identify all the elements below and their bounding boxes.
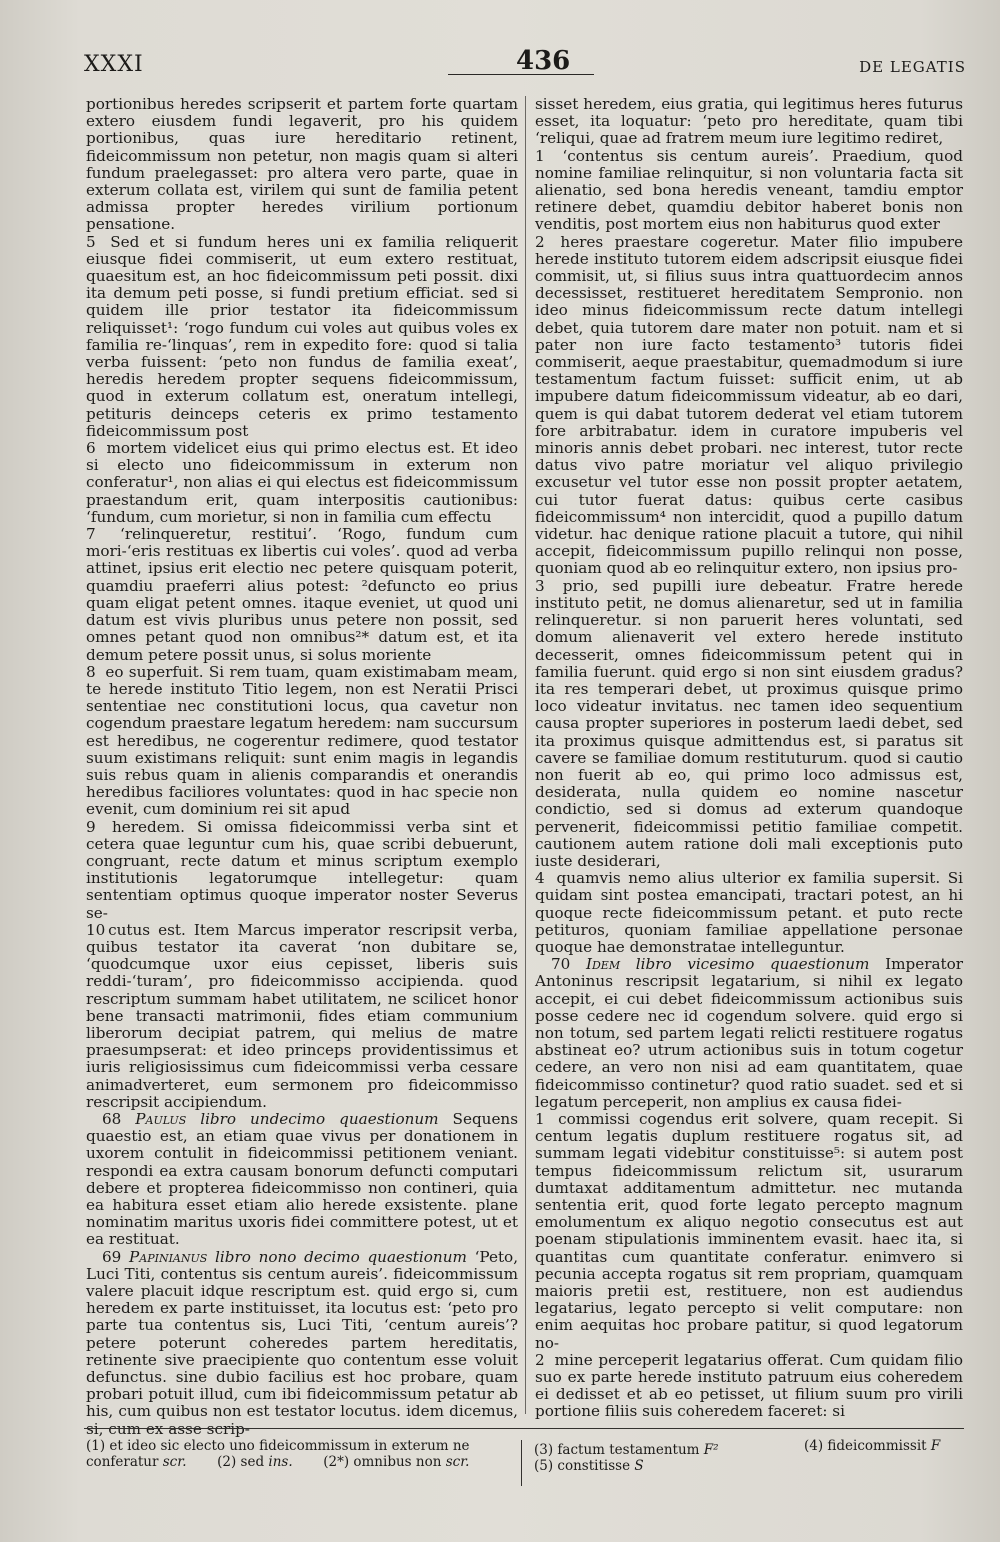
footnote-2b: (2*) omnibus non bbox=[323, 1454, 442, 1470]
source-reference: libro nono decimo quaestionum bbox=[215, 1247, 467, 1266]
section-number: 2 bbox=[535, 232, 545, 251]
paragraph-text: heredem. Si omissa fideicommissi verba sint et cetera quae leguntur cum his, quae scribi debuerunt, congruant, recte datum et minus scriptum exemplo institutionis legatorumque intellegetur: quam sententiam optimus quoque imperator noster Severus se- bbox=[86, 817, 519, 922]
paragraph-text: sisset heredem, eius gratia, qui legitimus heres futurus esset, ita loquatur: ‘peto pro hereditate, quam tibi ‘reliqui, quae ad fratrem meum iure legitimo rediret, bbox=[535, 95, 963, 148]
section-number: 4 bbox=[535, 869, 545, 888]
paragraph-text: commissi cogendus erit solvere, quam recepit. Si centum legatis duplum restituere rogatus sit, ad summam legati videbitur constituisse⁵: si autem post tempus fideicommissum relictum sit, usurarum dumtaxat additamentum admittetur. nec mutanda sententia erit, quod forte legato percepto magnum emolumentum ex aliquo negotio consecutus est aut poenam stipulationis imminentem evasit. haec ita, si quantitas cum quantitate conferatur. enimvero si pecunia accepta rogatus sit rem propriam, quamquam maioris pretii est, restituere, non est audiendus legatarius, legato percepto si velit computare: non enim aequitas hoc probare patitur, si quod legatorum no- bbox=[535, 1109, 964, 1352]
section-number: 5 bbox=[86, 232, 96, 251]
footnote-4: (4) fideicommissit F bbox=[804, 1438, 941, 1454]
jurist-name: Idem bbox=[585, 955, 621, 974]
text-paragraph bbox=[535, 1352, 963, 1421]
header-rule bbox=[448, 74, 594, 75]
text-paragraph bbox=[86, 526, 518, 664]
jurist-name: Papinianus bbox=[129, 1247, 208, 1266]
paragraph-text: portionibus heredes scripserit et partem forte quartam extero eiusdem fundi legaverit, pro his quidem portionibus, quas iure hereditario retinent, fideicommissum non petetur, non magis quam si alteri fundum praelegasset: pro altera vero parte, quae in exterum collata est, virilem qui sunt de familia petent admissa propter heredes virilium portionum pensatione. bbox=[86, 95, 518, 234]
text-paragraph bbox=[86, 96, 518, 234]
text-paragraph bbox=[535, 96, 963, 148]
paragraph-text: mine perceperit legatarius offerat. Cum quidam filio suo ex parte herede instituto patruum eius coheredem ei dedisset et ab eo petisset, ut filium suum pro virili portione filiis suis coheredem faceret: si bbox=[535, 1350, 964, 1421]
footnote-rule bbox=[84, 1428, 964, 1429]
text-paragraph bbox=[86, 922, 518, 1111]
paragraph-text: ‘Peto, Luci Titi, contentus sis centum aureis’. fideicommissum valere placuit idque rescriptum est. quid ergo si, cum heredem ex parte instituisset, ita locutus est: ‘peto pro parte tua contentus sis, Luci Titi, ‘centum aureis’? petere poterunt coheredes partem hereditatis, retinente sive praecipiente quo contentum esse voluit defunctus. sine dubio facilius est hoc probare, quam probari potuit illud, cum ibi fideicommissum petatur ab his, cum quibus non est testator locutus. idem dicemus, si, cum ex asse scrip- bbox=[86, 1247, 519, 1438]
paragraph-text: quamvis nemo alius ulterior ex familia supersit. Si quidam sint postea emancipati, tractari potest, an hi quoque recte fideicommissum petant. et puto recte petituros, quoniam familiae appellatione personae quoque hae demonstratae intelleguntur. bbox=[535, 869, 963, 956]
page-number: 436 bbox=[516, 46, 571, 76]
paragraph-text: heres praestare cogeretur. Mater filio impubere herede instituto tutorem eidem adscripsit eiusque fidei commisit, ut, si filius suus intra quattuordecim annos decessisset, restitueret hereditatem Sempronio. non ideo minus fideicommissum recte datum intellegi debet, quia tutorem dare mater non potuit. nam et si pater non iure facto testamento³ tutoris fidei commiserit, aeque praestabitur, quemadmodum si iure testamentum factum fuisset: sufficit enim, ut ab impubere datum fideicommissum videatur, ab eo dari, quem is qui dabat tutorem dederat vel etiam tutorem fore arbitrabatur. idem in curatore impuberis vel minoris annis debet probari. nec interest, tutor recte datus vivo patre moriatur vel aliquo privilegio excusetur vel tutor esse non possit propter aetatem, cui tutor fuerat datus: quibus certe casibus fideicommissum⁴ non intercidit, quod a pupillo datum videtur. hac denique ratione placuit a tutore, qui nihil accepit, fideicommissum pupillo relinqui non posse, quoniam quod ab eo relinquitur extero, non ipsius pro- bbox=[535, 232, 964, 578]
fragment-entry bbox=[86, 1111, 518, 1249]
fragment-number: 69 bbox=[102, 1247, 122, 1266]
section-number: 10 bbox=[86, 920, 106, 939]
text-paragraph bbox=[86, 819, 518, 922]
left-text-column bbox=[86, 96, 518, 1438]
right-text-column bbox=[535, 96, 963, 1421]
paragraph-text: eo superfuit. Si rem tuam, quam existimabam meam, te herede instituto Titio legem, non est Neratii Prisci sententiae nec constitutioni locus, qua cavetur non cogendum praestare legatum heredem: nam succursum est heredibus, ne cogerentur redimere, quod testator suum existimans reliquit: sunt enim magis in legandis suis rebus quam in alienis comparandis et onerandis heredibus faciliores voluntates: quod in hac specie non evenit, cum dominium rei sit apud bbox=[86, 662, 518, 819]
footnote-separator bbox=[521, 1440, 522, 1486]
fragment-number: 70 bbox=[551, 955, 571, 974]
paragraph-text: mortem videlicet eius qui primo electus est. Et ideo si electo uno fideicommissum in exterum non conferatur¹, non alias ei qui electus est fideicommissum praestandum erit, quam interpositis cautionibus: ‘fundum, cum morietur, si non in familia cum effectu bbox=[86, 439, 518, 526]
text-paragraph bbox=[86, 440, 518, 526]
paragraph-text: prio, sed pupilli iure debeatur. Fratre herede instituto petit, ne domus alienaretur, sed ut in familia relinqueretur. si non paruerit heres voluntati, sed domum alienaverit vel extero herede instituto decesserit, omnes fideicommissum petent qui in familia fuerunt. quid ergo si non sint eiusdem gradus? ita res temperari debet, ut proximus quisque primo loco videatur invitatus. nec tamen ideo sequentium causa propter superiores in posterum laedi debet, sed ita proximus quisque admittendus est, si paratus sit cavere se familiae domum restituturum. quod si cautio non fuerit ab eo, qui primo loco admissus est, desiderata, nulla quidem eo nomine nascetur condictio, sed si domus ad exterum quandoque pervenerit, fideicommissi petitio familiae competit. cautionem autem ratione doli mali exceptionis puto iuste desiderari, bbox=[535, 576, 964, 870]
section-number: 3 bbox=[535, 576, 545, 595]
source-reference: libro vicesimo quaestionum bbox=[635, 955, 870, 974]
section-number: 6 bbox=[86, 439, 96, 458]
page-header bbox=[84, 44, 966, 84]
paragraph-text: ‘contentus sis centum aureis’. Praedium, quod nomine familiae relinquitur, si non voluntaria facta sit alienatio, sed bona heredis veneant, tamdiu emptor retinere debet, quamdiu debitor haberet bonis non venditis, post mortem eius non habiturus quod exter bbox=[535, 146, 964, 234]
footnote-5: (5) constitisse S bbox=[534, 1458, 644, 1474]
text-paragraph bbox=[535, 870, 963, 956]
fragment-number: 68 bbox=[102, 1109, 122, 1128]
paragraph-text: Sequens quaestio est, an etiam quae vivus per donationem in uxorem contulit in fideicommissi petitionem veniant. respondi ea extra causam bonorum defuncti computari debere et propterea fideicommisso non contineri, quia ea habitura esset etiam alio herede exsistente. plane nominatim maritus uxoris fidei committere potest, ut et ea restituat. bbox=[86, 1109, 519, 1249]
paragraph-text: cutus est. Item Marcus imperator rescripsit verba, quibus testator ita caverat ‘non dubitare se, ‘quodcumque uxor eius cepisset, liberis suis reddi-‘turam’, pro fideicommisso accipienda. quod rescriptum summam habet utilitatem, ne scilicet honor bene transacti matrimonii, fides etiam communium liberorum decipiat patrem, qui melius de matre praesumpserat: et ideo princeps providentissimus et iuris religiosissimus cum fideicommissi verba cessare animadverteret, eum sermonem pro fideicommisso rescripsit accipiendum. bbox=[86, 920, 518, 1111]
text-paragraph bbox=[86, 234, 518, 440]
section-number: 1 bbox=[535, 146, 545, 165]
text-paragraph bbox=[86, 664, 518, 819]
footnotes-left bbox=[86, 1438, 514, 1470]
fragment-entry bbox=[86, 1249, 518, 1438]
section-number: 9 bbox=[86, 817, 96, 836]
source-reference: libro undecimo quaestionum bbox=[200, 1109, 439, 1128]
text-paragraph bbox=[535, 234, 963, 578]
text-paragraph bbox=[535, 1111, 963, 1352]
fragment-entry bbox=[535, 956, 963, 1111]
header-section: XXXI bbox=[84, 52, 144, 77]
jurist-name: Paulus bbox=[135, 1109, 187, 1128]
text-paragraph bbox=[535, 578, 963, 870]
section-number: 7 bbox=[86, 525, 96, 544]
section-number: 2 bbox=[535, 1350, 545, 1369]
footnote-2: (2) sed bbox=[217, 1454, 265, 1470]
column-divider bbox=[525, 96, 526, 1414]
paragraph-text: Sed et si fundum heres uni ex familia reliquerit eiusque fidei commiserit, ut eum extero restituat, quaesitum est, an hoc fideicommissum peti possit. dixi ita demum peti posse, si fundi pretium efficiat. sed si quidem ille prior testator ita fideicommissum reliquisset¹: ‘rogo fundum cui voles aut quibus voles ex familia re-‘linquas’, rem in expedito fore: quod si talia verba fuissent: ‘peto non fundus de familia exeat’, heredis heredem propter sequens fideicommissum, quod in exterum collatum est, oneratum intellegi, petituris deinceps ceteris ex primo testamento fideicommissum post bbox=[86, 232, 519, 440]
paragraph-text: Imperator Antoninus rescripsit legatarium, si nihil ex legato accepit, ei cui debet fideicommissum actionibus suis posse cedere nec id cogendum solvere. quid ergo si non totum, sed partem legati relicti restituere rogatus abstineat eo? utrum actionibus suis in totum cogetur cedere, an vero non nisi ad eam quantitatem, quae fideicommisso continetur? quod ratio suadet. sed et si legatum perceperit, non amplius ex causa fidei- bbox=[535, 955, 964, 1111]
footnote-3: (3) factum testamentum F² bbox=[534, 1442, 719, 1458]
section-number: 8 bbox=[86, 662, 96, 681]
paragraph-text: ‘relinqueretur, restitui’. ‘Rogo, fundum cum mori-‘eris restituas ex libertis cui voles’. quod ad verba attinet, ipsius erit electio nec petere quisquam poterit, quamdiu praeferri alius potest: ²defuncto eo prius quam eligat petent omnes. itaque eveniet, ut quod uni datum est vivis pluribus unus petere non possit, sed omnes petant quod non omnibus²* datum est, et ita demum petere possit unus, si solus moriente bbox=[86, 525, 519, 664]
text-paragraph bbox=[535, 148, 963, 234]
footnote-1: (1) et ideo sic electo uno fideicommissum in exterum ne conferatur scr. (2) sed ins. (2*) omnibus non scr. bbox=[86, 1438, 470, 1470]
section-number: 1 bbox=[535, 1109, 545, 1128]
header-title: DE LEGATIS bbox=[859, 58, 966, 76]
